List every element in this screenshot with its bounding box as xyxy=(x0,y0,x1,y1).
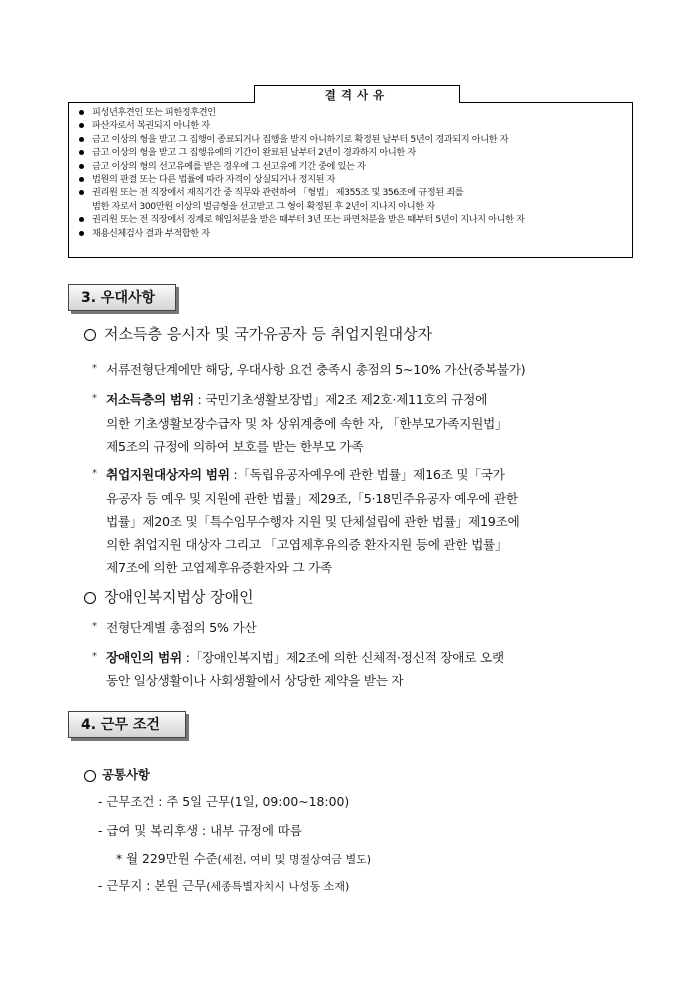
pay-note-amount: * 월 229만원 수준 xyxy=(116,851,218,866)
pay-note-detail: (세전, 여비 및 명절상여금 별도) xyxy=(217,853,372,866)
asterisk-icon: * xyxy=(92,621,97,632)
list-item xyxy=(75,186,628,213)
pay-benefits-text: - 급여 및 복리후생 : 내부 규정에 따름 xyxy=(98,823,302,838)
group-title-low-income: 저소득층 응시자 및 국가유공자 등 취업지원대상자 xyxy=(104,325,433,343)
list-item: 금고 이상의 형을 받고 그 집행이 종료되거나 집행을 받지 아니하기로 확정된 날부터 5년이 경과되지 아니한 자 xyxy=(75,133,628,146)
note-low-income-range-line1 xyxy=(106,389,487,408)
work-location-text: - 근무지 : 본원 근무 xyxy=(98,878,207,893)
pay-note xyxy=(116,848,371,867)
note-text: 서류전형단계에만 해당, 우대사항 요건 충족시 총점의 5~10% 가산(중복불가) xyxy=(106,362,526,377)
note-text: : 국민기초생활보장법」제2조 제2호·제11호의 규정에 xyxy=(193,392,488,407)
list-item: 법원의 판결 또는 다른 법률에 따라 자격이 상실되거나 정지된 자 xyxy=(75,173,628,186)
note-disabled-range-line2: 동안 일상생활이나 사회생활에서 상당한 제약을 받는 자 xyxy=(106,673,404,688)
list-item-line: 범한 자로서 300만원 이상의 벌금형을 선고받고 그 형이 확정된 후 2년이 지나지 아니한 자 xyxy=(92,200,435,212)
note-employment-support-line2: 유공자 등 예우 및 지원에 관한 법률」제29조,「5·18민주유공자 예우에 관한 xyxy=(106,491,518,506)
note-employment-support-line3: 법률」제20조 및「특수임무수행자 지원 및 단체설립에 관한 법률」제19조에 xyxy=(106,514,520,529)
note-low-income-range-line3: 제5조의 규정에 의하여 보호를 받는 한부모 가족 xyxy=(106,439,364,454)
note-text: :「독립유공자예우에 관한 법률」제16조 및「국가 xyxy=(229,467,505,482)
note-label: 저소득층의 범위 xyxy=(106,392,194,407)
asterisk-icon: * xyxy=(92,363,97,374)
work-location xyxy=(98,875,349,894)
note-low-income-range-line2: 의한 기초생활보장수급자 및 차 상위계층에 속한 자, 「한부모가족지원법」 xyxy=(106,416,508,431)
common-items-title: 공통사항 xyxy=(102,767,150,782)
list-item: 금고 이상의 형의 선고유예를 받은 경우에 그 선고유예 기간 중에 있는 자 xyxy=(75,160,628,173)
circle-bullet-icon xyxy=(84,770,96,782)
disqualification-box xyxy=(68,88,633,258)
note-label: 장애인의 범위 xyxy=(106,650,182,665)
list-item-line: 권리원 또는 전 직장에서 재직기간 중 직무와 관련하여 「형법」 제355조 및 356조에 규정된 죄를 xyxy=(92,187,464,199)
disqualification-title: 결격사유 xyxy=(254,85,460,103)
section-heading-preferences: 3. 우대사항 xyxy=(68,284,176,311)
note-employment-support-line1 xyxy=(106,464,505,483)
asterisk-icon: * xyxy=(92,468,97,479)
note-employment-support-line5: 제7조에 의한 고엽제후유증환자와 그 가족 xyxy=(106,560,332,575)
disqualification-list xyxy=(69,103,632,240)
list-item: 채용신체검사 결과 부적합한 자 xyxy=(75,227,628,240)
list-item: 파산자로서 복권되지 아니한 자 xyxy=(75,119,628,132)
work-location-detail: (세종특별자치시 나성동 소재) xyxy=(206,880,350,893)
note-disabled-range-line1 xyxy=(106,647,504,666)
group-title-disabled: 장애인복지법상 장애인 xyxy=(104,588,254,606)
list-item: 금고 이상의 형을 받고 그 집행유예의 기간이 완료된 날부터 2년이 경과하지 아니한 자 xyxy=(75,146,628,159)
note-text: :「장애인복지법」제2조에 의한 신체적·정신적 장애로 오랫 xyxy=(181,650,504,665)
note-label: 취업지원대상자의 범위 xyxy=(106,467,230,482)
note-text: 전형단계별 총점의 5% 가산 xyxy=(106,620,257,635)
list-item: 피성년후견인 또는 피한정후견인 xyxy=(75,106,628,119)
circle-bullet-icon xyxy=(84,329,96,341)
note-employment-support-line4: 의한 취업지원 대상자 그리고 「고엽제후유의증 환자지원 등에 관한 법률」 xyxy=(106,537,508,552)
section-heading-work-conditions: 4. 근무 조건 xyxy=(68,711,186,738)
asterisk-icon: * xyxy=(92,393,97,404)
work-hours-text: - 근무조건 : 주 5일 근무(1일, 09:00~18:00) xyxy=(98,794,350,809)
asterisk-icon: * xyxy=(92,651,97,662)
list-item: 권리원 또는 전 직장에서 징계로 해임처분을 받은 때부터 3년 또는 파면처분을 받은 때부터 5년이 지나지 아니한 자 xyxy=(75,213,628,226)
circle-bullet-icon xyxy=(84,592,96,604)
disqualification-list-frame xyxy=(68,102,633,258)
